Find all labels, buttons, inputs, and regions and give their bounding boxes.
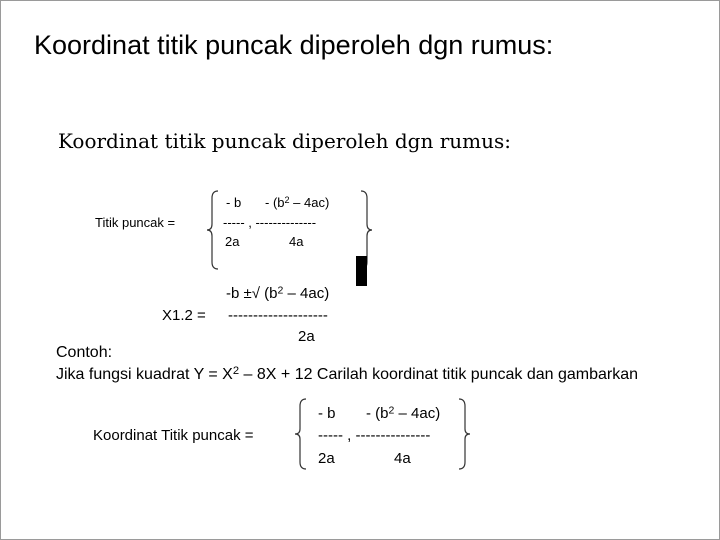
quadratic-dashes: -------------------- — [228, 307, 328, 324]
quadratic-denominator: 2a — [298, 328, 315, 345]
quadratic-numerator: -b ±√ $(b^2 - 4ac)$ — [226, 284, 330, 302]
vertex-den-right: 4a — [289, 234, 304, 249]
vertex-formula-label: Titik puncak = — [95, 215, 176, 230]
vertex-dashes: ----- , -------------- — [223, 215, 317, 230]
example-num-left: - b — [318, 405, 336, 422]
vertex-den-left: 2a — [225, 234, 240, 249]
example-den-right: 4a — [394, 450, 411, 467]
example-problem: Jika fungsi kuadrat $Y = X^2 - 8X + 12$ Carilah koordinat titik puncak dan gambarkan — [56, 364, 638, 383]
quadratic-label: X1.2 = — [162, 307, 206, 324]
example-dashes: ----- , --------------- — [318, 427, 431, 444]
right-brace-icon — [458, 398, 472, 470]
example-heading: Contoh: — [56, 344, 113, 361]
left-brace-icon — [206, 190, 220, 270]
example-formula-label: Koordinat Titik puncak = — [93, 427, 254, 444]
vertex-num-right: - $(b^2 - 4ac)$ — [265, 194, 330, 210]
slide-title: Koordinat titik puncak diperoleh dgn rumus: — [34, 30, 554, 60]
vertex-num-left: - b — [226, 195, 242, 210]
example-num-right: - $(b^2 - 4ac)$ — [366, 404, 441, 422]
left-brace-icon — [294, 398, 308, 470]
slide-subtitle: Koordinat titik puncak diperoleh dgn rumus: — [58, 129, 511, 153]
example-den-left: 2a — [318, 450, 335, 467]
black-bar-mark — [356, 256, 367, 286]
